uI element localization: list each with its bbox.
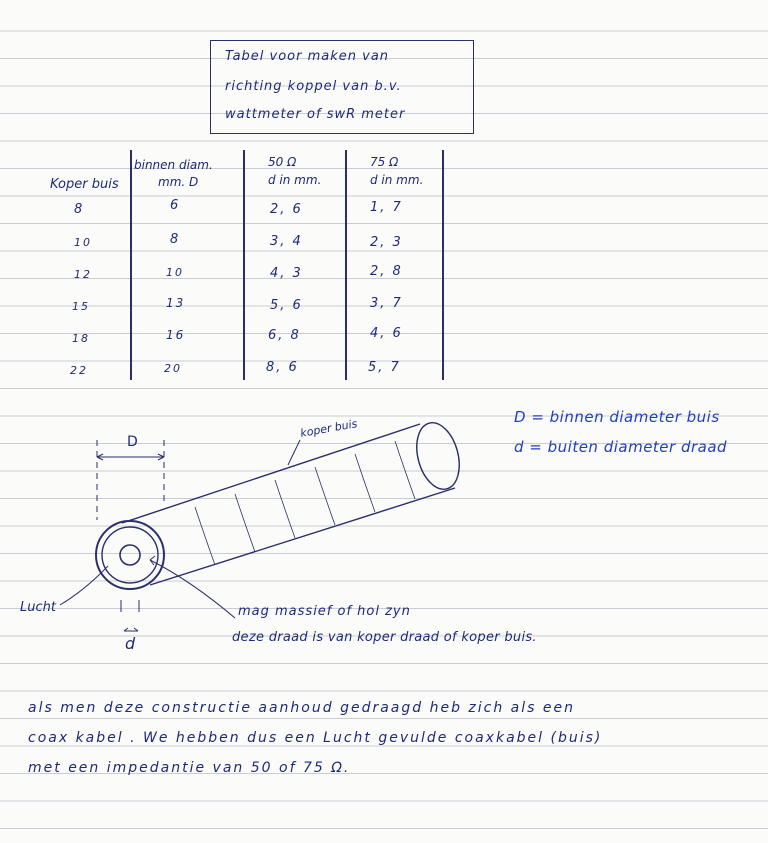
cell-koper-buis: 15 <box>72 300 90 313</box>
cell-koper-buis: 18 <box>72 332 90 345</box>
label-lucht: Lucht <box>20 600 56 615</box>
header-d-in-mm-75: d in mm. <box>370 173 424 187</box>
cell-d-75: 2, 3 <box>370 235 403 250</box>
header-binnen-diam: binnen diam. <box>134 158 213 172</box>
cell-binnen-diam: 8 <box>170 232 181 247</box>
cell-binnen-diam: 6 <box>170 198 181 213</box>
tube-far-end <box>410 418 466 494</box>
cell-d-75: 3, 7 <box>370 296 403 311</box>
title-line-3: wattmeter of swR meter <box>225 107 406 122</box>
label-koper-buis: koper buis <box>299 417 359 440</box>
tube-outer-circle <box>96 521 164 589</box>
cell-d-50: 3, 4 <box>270 234 303 249</box>
cell-d-75: 2, 8 <box>370 264 403 279</box>
cell-d-75: 1, 7 <box>370 200 403 215</box>
label-d: d <box>125 634 136 653</box>
cell-d-75: 5, 7 <box>368 360 401 375</box>
header-75-ohm: 75 Ω <box>370 155 399 169</box>
cell-d-50: 5, 6 <box>270 298 303 313</box>
header-50-ohm: 50 Ω <box>268 155 297 169</box>
cell-d-50: 4, 3 <box>270 266 303 281</box>
tube-bottom-edge <box>150 488 455 585</box>
cell-koper-buis: 22 <box>70 364 88 377</box>
header-mm-D: mm. D <box>158 175 199 189</box>
tube-inner-circle <box>102 527 158 583</box>
title-line-2: richting koppel van b.v. <box>225 79 402 94</box>
header-d-in-mm-50: d in mm. <box>268 173 322 187</box>
cell-binnen-diam: 10 <box>166 266 184 279</box>
title-line-1: Tabel voor maken van <box>225 49 390 64</box>
note-line-1: mag massief of hol zyn <box>238 604 411 619</box>
cell-d-50: 8, 6 <box>266 360 299 375</box>
wire-circle <box>120 545 140 565</box>
bottom-line-3: met een impedantie van 50 of 75 Ω. <box>28 760 351 776</box>
bottom-line-2: coax kabel . We hebben dus een Lucht gevulde coaxkabel (buis) <box>28 730 603 746</box>
label-D: D <box>127 434 138 450</box>
cell-d-50: 6, 8 <box>268 328 301 343</box>
legend-d: d = buiten diameter draad <box>514 438 728 456</box>
cell-binnen-diam: 13 <box>166 296 186 310</box>
cell-binnen-diam: 20 <box>164 362 182 375</box>
tube-top-edge <box>122 424 420 523</box>
bottom-line-1: als men deze constructie aanhoud gedraagd heb zich als een <box>28 700 575 716</box>
cell-d-50: 2, 6 <box>270 202 303 217</box>
note-line-2: deze draad is van koper draad of koper buis. <box>232 630 537 645</box>
cell-koper-buis: 8 <box>74 202 85 217</box>
cell-d-75: 4, 6 <box>370 326 403 341</box>
legend-D: D = binnen diameter buis <box>514 408 720 426</box>
cell-koper-buis: 10 <box>74 236 92 249</box>
header-koper-buis: Koper buis <box>50 177 119 192</box>
cell-koper-buis: 12 <box>74 268 92 281</box>
cell-binnen-diam: 16 <box>166 328 186 342</box>
